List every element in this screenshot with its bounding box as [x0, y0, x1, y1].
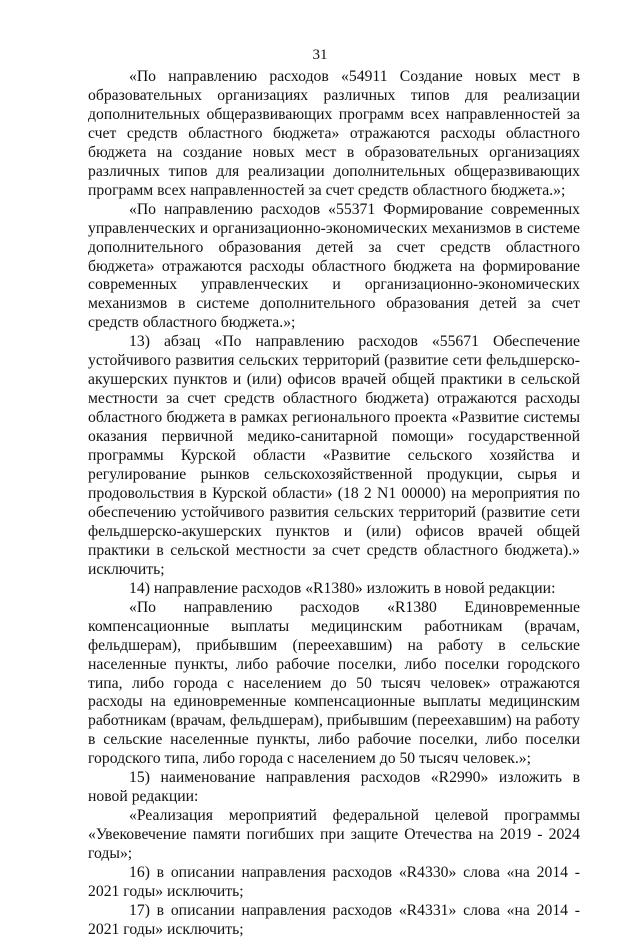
paragraph: 15) наименование направления расходов «R2990» изложить в новой редакции: — [88, 769, 580, 806]
paragraph: «По направлению расходов «R1380 Единовременные компенсационные выплаты медицинским работникам (врачам, фельдшерам), прибывшим (переехавшим) на работу в сельские населенные пункты, либо рабочие поселки, либо поселки городского типа, либо города с населением до 50 тысяч человек» отражаются расходы на единовременные компенсационные выплаты медицинским работникам (врачам, фельдшерам), прибывшим (переехавшим) на работу в сельские населенные пункты, либо рабочие поселки, либо поселки городского типа, либо города с населением до 50 тысяч человек.»; — [88, 598, 580, 768]
paragraph: «Реализация мероприятий федеральной целевой программы «Увековечение памяти погибших при защите Отечества на 2019 - 2024 годы»; — [88, 807, 580, 863]
document-body — [88, 68, 580, 940]
paragraph: 13) абзац «По направлению расходов «55671 Обеспечение устойчивого развития сельских территорий (развитие сети фельдшерско-акушерских пунктов и (или) офисов врачей общей практики в сельской местности за счет средств областного бюджета) отражаются расходы областного бюджета в рамках регионального проекта «Развитие системы оказания первичной медико-санитарной помощи» государственной программы Курской области «Развитие сельского хозяйства и регулирование рынков сельскохозяйственной продукции, сырья и продовольствия в Курской области» (18 2 N1 00000) на мероприятия по обеспечению устойчивого развития сельских территорий (развитие сети фельдшерско-акушерских пунктов и (или) офисов врачей общей практики в сельской местности за счет средств областного бюджета).» исключить; — [88, 333, 580, 578]
paragraph: 17) в описании направления расходов «R4331» слова «на 2014 - 2021 годы» исключить; — [88, 901, 580, 938]
page-number: 31 — [312, 47, 328, 63]
paragraph: «По направлению расходов «55371 Формирование современных управленческих и организационно-экономических механизмов в системе дополнительного образования детей за счет средств областного бюджета» отражаются расходы областного бюджета на формирование современных управленческих и организационно-экономических механизмов в системе дополнительного образования детей за счет средств областного бюджета.»; — [88, 200, 580, 332]
paragraph: 16) в описании направления расходов «R4330» слова «на 2014 - 2021 годы» исключить; — [88, 864, 580, 900]
paragraph: 14) направление расходов «R1380» изложить в новой редакции: — [129, 579, 556, 597]
paragraph: «По направлению расходов «54911 Создание новых мест в образовательных организациях различных типов для реализации дополнительных общеразвивающих программ всех направленностей за счет средств областного бюджета» отражаются расходы областного бюджета на создание новых мест в образовательных организациях различных типов для реализации дополнительных общеразвивающих программ всех направленностей за счет средств областного бюджета.»; — [88, 68, 580, 199]
